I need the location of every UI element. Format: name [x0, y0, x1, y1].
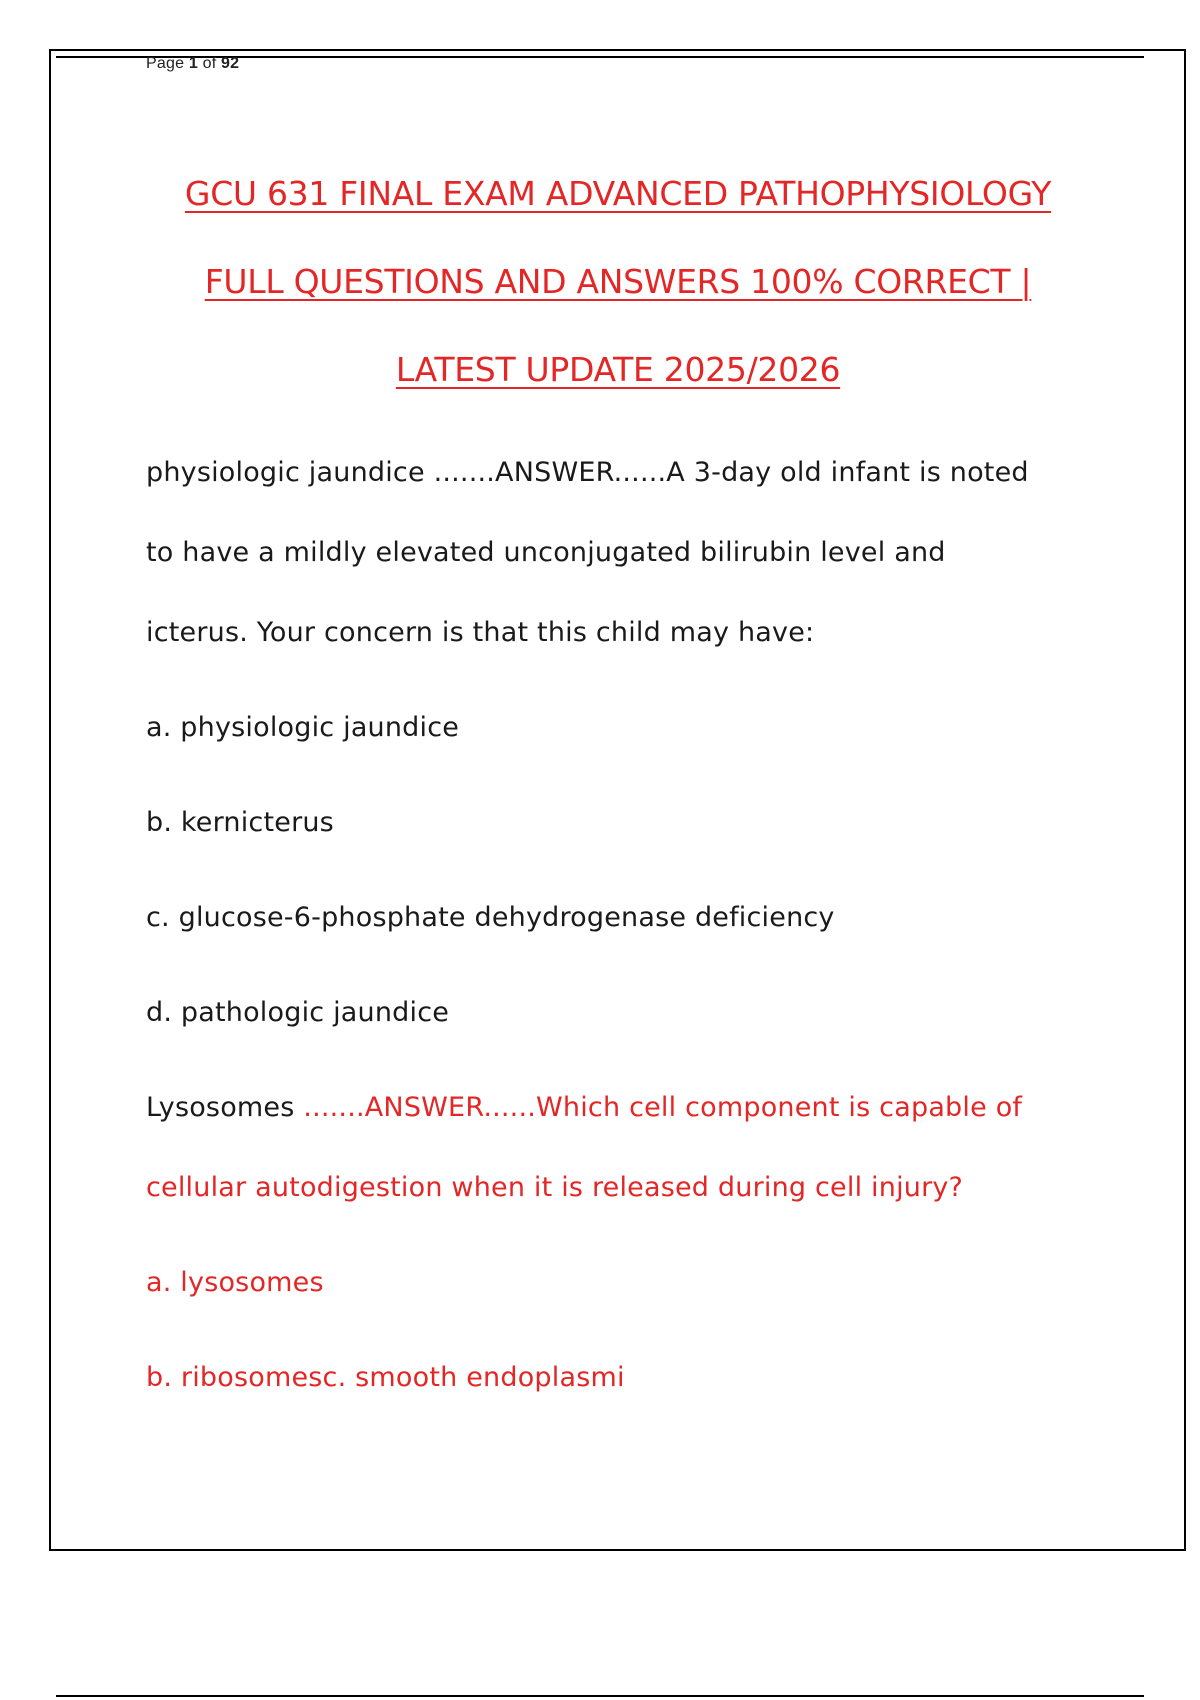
q1-line-1 — [146, 456, 1029, 490]
q1-question-line-1: A 3-day old infant is noted — [666, 457, 1029, 488]
q1-option-b: b. kernicterus — [146, 807, 334, 838]
q2-option-b: b. ribosomesc. smooth endoplasmi — [146, 1362, 625, 1393]
q2-line-1 — [146, 1091, 1022, 1125]
document-title-line-2: FULL QUESTIONS AND ANSWERS 100% CORRECT | — [204, 262, 1032, 301]
q1-question-line-2: to have a mildly elevated unconjugated bilirubin level and — [146, 537, 946, 568]
page-current: 1 — [188, 55, 198, 72]
q1-option-c: c. glucose-6-phosphate dehydrogenase deficiency — [146, 902, 835, 933]
q1-term: physiologic jaundice — [146, 457, 434, 488]
page-number — [146, 54, 239, 74]
page-of: of — [202, 55, 217, 72]
page-prefix: Page — [146, 55, 185, 72]
document-title-line-1: GCU 631 FINAL EXAM ADVANCED PATHOPHYSIOLOGY — [184, 174, 1052, 213]
q1-answer-marker: .......ANSWER...... — [433, 457, 667, 488]
bottom-rule — [56, 1695, 1144, 1697]
document-title-line-3: LATEST UPDATE 2025/2026 — [395, 350, 841, 389]
q2-option-a: a. lysosomes — [146, 1267, 324, 1298]
q2-question-line-1: Which cell component is capable of — [536, 1092, 1023, 1123]
q1-option-a: a. physiologic jaundice — [146, 712, 460, 743]
q2-question-line-2: cellular autodigestion when it is released during cell injury? — [146, 1172, 964, 1203]
q2-term: Lysosomes — [146, 1092, 304, 1123]
q2-answer-marker: .......ANSWER...... — [303, 1092, 537, 1123]
page-total: 92 — [221, 55, 240, 72]
q1-option-d: d. pathologic jaundice — [146, 997, 450, 1028]
q1-question-line-3: icterus. Your concern is that this child may have: — [146, 617, 815, 648]
